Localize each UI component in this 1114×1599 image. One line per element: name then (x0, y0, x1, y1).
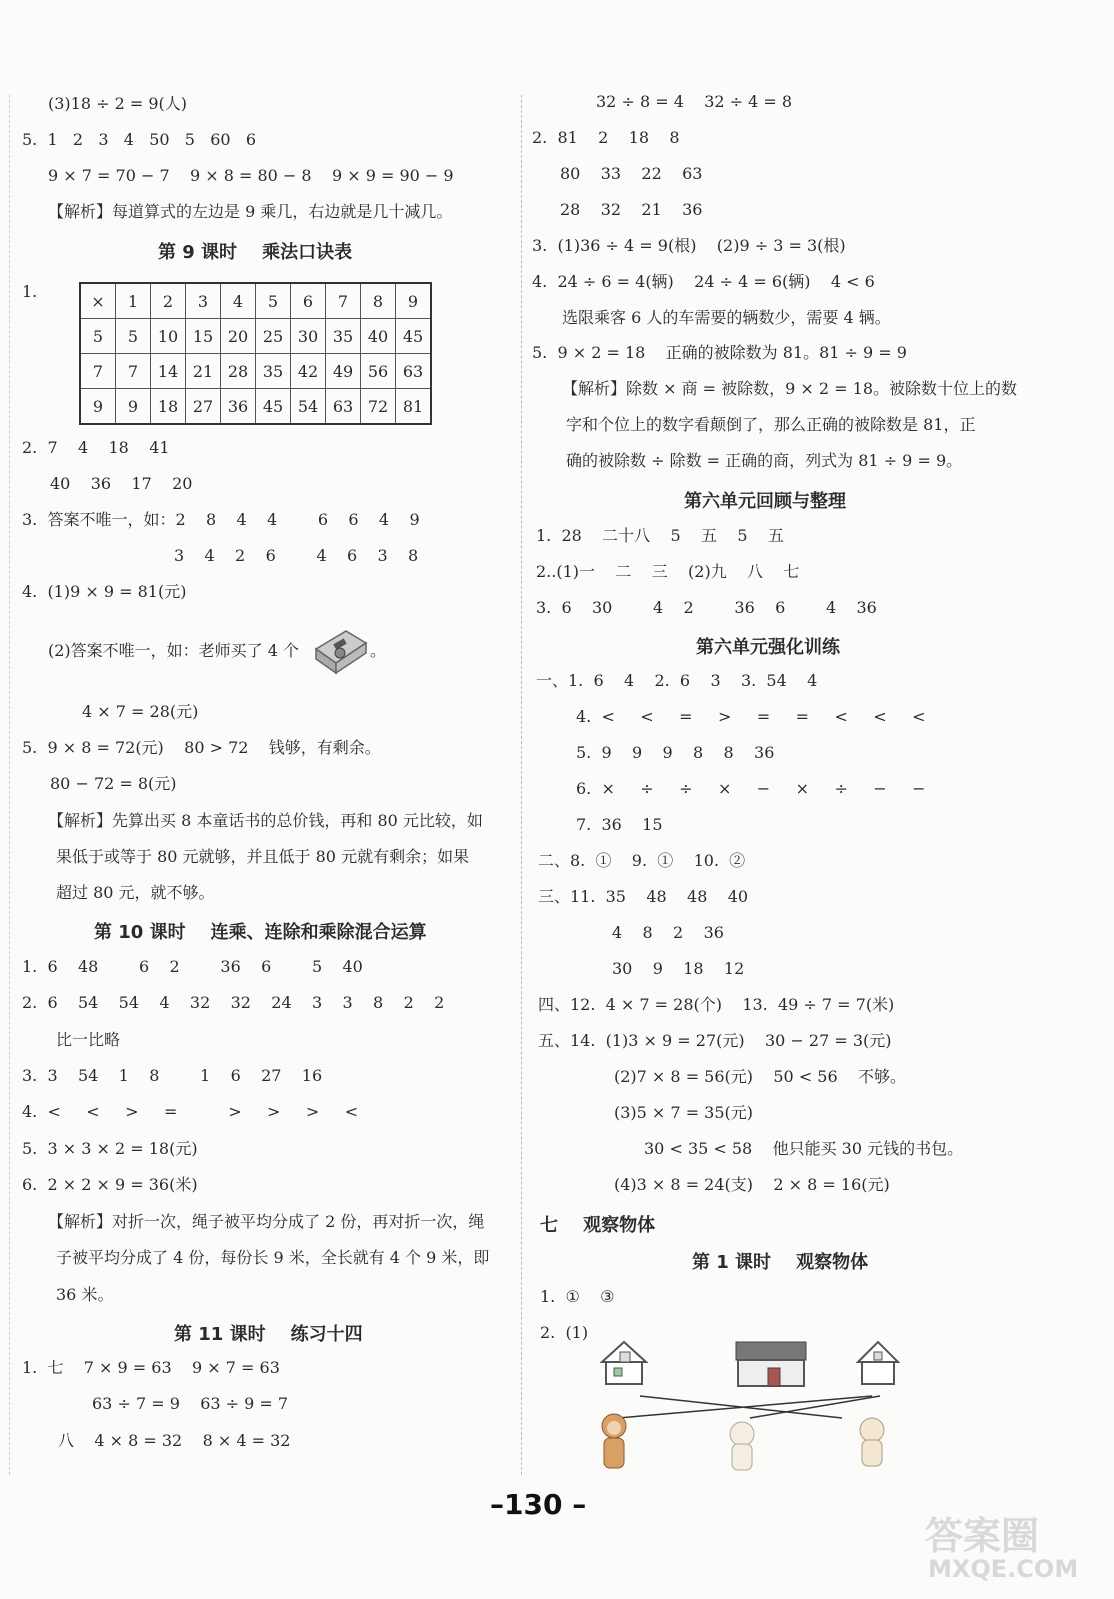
answer-line: 比一比略 (56, 1030, 121, 1049)
answer-line: 选限乘客 6 人的车需要的辆数少，需要 4 辆。 (562, 308, 891, 327)
table-cell: 5 (116, 319, 151, 354)
answer-line: 9 × 7 = 70 − 7 9 × 8 = 80 − 8 9 × 9 = 90 − 9 (48, 166, 454, 185)
answer-line: 63 ÷ 7 = 9 63 ÷ 9 = 7 (92, 1394, 289, 1413)
table-cell: 40 (361, 319, 396, 354)
table-cell: 54 (291, 389, 326, 425)
table-cell: 36 (221, 389, 256, 425)
answer-line: 五、14. (1)3 × 9 = 27(元) 30 − 27 = 3(元) (538, 1031, 892, 1050)
table-row (80, 283, 431, 319)
table-cell: 45 (256, 389, 291, 425)
analysis-line: 【解析】对折一次，绳子被平均分成了 2 份，再对折一次，绳 (48, 1212, 485, 1231)
small-house-left-icon (602, 1342, 646, 1384)
table-cell: 7 (80, 354, 116, 389)
answer-line: 3 4 2 6 4 6 3 8 (174, 546, 419, 565)
table-cell: 63 (396, 354, 432, 389)
table-cell: 9 (396, 283, 432, 319)
answer-line: 40 36 17 20 (50, 474, 193, 493)
answer-line: 2. 7 4 18 41 (22, 438, 170, 457)
answer-line: 5. 9 9 9 8 8 36 (576, 743, 775, 762)
section-heading: 第 1 课时 观察物体 (692, 1252, 869, 1273)
answer-line: 2. 6 54 54 4 32 32 24 3 3 8 2 2 (22, 993, 445, 1012)
analysis-line: 果低于或等于 80 元就够，并且低于 80 元就有剩余；如果 (56, 847, 470, 866)
table-cell: 28 (221, 354, 256, 389)
table-row (80, 319, 431, 354)
section-heading: 第六单元强化训练 (696, 637, 840, 658)
analysis-line: 【解析】先算出买 8 本童话书的总价钱，再和 80 元比较，如 (48, 811, 483, 830)
table-cell: 14 (151, 354, 186, 389)
table-cell: 10 (151, 319, 186, 354)
table-cell: 5 (80, 319, 116, 354)
answer-line: (3)5 × 7 = 35(元) (614, 1103, 754, 1122)
pencil-sharpener-icon (312, 625, 370, 681)
table-cell: 5 (256, 283, 291, 319)
section-heading: 第 11 课时 练习十四 (174, 1324, 363, 1345)
answer-line: 30 < 35 < 58 他只能买 30 元钱的书包。 (644, 1139, 964, 1158)
table-cell: 27 (186, 389, 221, 425)
answer-line: 1. 七 7 × 9 = 63 9 × 7 = 63 (22, 1358, 280, 1377)
page-number: –130 – (490, 1488, 587, 1521)
table-cell: 45 (396, 319, 432, 354)
analysis-line: 【解析】每道算式的左边是 9 乘几，右边就是几十减几。 (48, 202, 453, 221)
answer-line: 30 9 18 12 (612, 959, 745, 978)
monkey-icon (602, 1414, 626, 1468)
answer-line: 7. 36 15 (576, 815, 663, 834)
analysis-line: 字和个位上的数字看颠倒了，那么正确的被除数是 81，正 (566, 415, 976, 434)
table-cell: 8 (361, 283, 396, 319)
column-divider (521, 95, 522, 1475)
table-row (80, 354, 431, 389)
answer-line: 1. ① ③ (540, 1287, 615, 1306)
chapter-heading: 七 观察物体 (540, 1215, 656, 1236)
table-cell: 35 (326, 319, 361, 354)
table-cell: 49 (326, 354, 361, 389)
table-cell: 35 (256, 354, 291, 389)
answer-line: 6. × ÷ ÷ × − × ÷ − − (576, 779, 926, 798)
table-cell: 9 (80, 389, 116, 425)
analysis-line: 超过 80 元，就不够。 (56, 883, 215, 902)
answer-line: 80 33 22 63 (560, 164, 703, 183)
table-cell: 9 (116, 389, 151, 425)
answer-line: 5. 3 × 3 × 2 = 18(元) (22, 1139, 198, 1158)
answer-line: 1. 6 48 6 2 36 6 5 40 (22, 957, 363, 976)
table-cell: 25 (256, 319, 291, 354)
analysis-line: 【解析】除数 × 商 = 被除数，9 × 2 = 18。被除数十位上的数 (562, 379, 1018, 398)
answer-line: 4 × 7 = 28(元) (82, 702, 199, 721)
answer-line: 6. 2 × 2 × 9 = 36(米) (22, 1175, 198, 1194)
table-cell: 7 (116, 354, 151, 389)
table-cell: 6 (291, 283, 326, 319)
watermark-logo: 答案圈 (925, 1514, 1040, 1558)
answer-line: 三、11. 35 48 48 40 (538, 887, 749, 906)
answer-line: 2. 81 2 18 8 (532, 128, 680, 147)
answer-line: 一、1. 6 4 2. 6 3 3. 54 4 (536, 671, 818, 690)
answer-line: 4. < < > = > > > < (22, 1102, 359, 1121)
answer-line: (3)18 ÷ 2 = 9(人) (48, 94, 188, 113)
table-cell: 1 (116, 283, 151, 319)
answer-line: 3. 答案不唯一，如：2 8 4 4 6 6 4 9 (22, 510, 420, 529)
table-cell: 20 (221, 319, 256, 354)
table-cell: 63 (326, 389, 361, 425)
large-house-middle-icon (736, 1342, 806, 1386)
multiplication-table (79, 282, 432, 425)
answer-line: 80 − 72 = 8(元) (50, 774, 177, 793)
answer-line: 3. 6 30 4 2 36 6 4 36 (536, 598, 877, 617)
analysis-line: 确的被除数 ÷ 除数 = 正确的商，列式为 81 ÷ 9 = 9。 (566, 451, 963, 470)
analysis-line: 子被平均分成了 4 份，每份长 9 米，全长就有 4 个 9 米，即 (56, 1248, 490, 1267)
answer-line: 2..(1)一 二 三 (2)九 八 七 (536, 562, 800, 581)
answer-line: 1. 28 二十八 5 五 5 五 (536, 526, 784, 545)
answer-line: 5. 1 2 3 4 50 5 60 6 (22, 130, 257, 149)
table-cell: 72 (361, 389, 396, 425)
answer-line: 二、8. ① 9. ① 10. ② (538, 851, 746, 870)
table-cell: 42 (291, 354, 326, 389)
answer-line: (2)答案不唯一，如：老师买了 4 个 (48, 641, 300, 660)
table-cell: × (80, 283, 116, 319)
answer-line: 28 32 21 36 (560, 200, 703, 219)
answer-line: 4. < < = > = = < < < (576, 707, 926, 726)
table-cell: 56 (361, 354, 396, 389)
observation-illustration (600, 1338, 920, 1478)
answer-line: (4)3 × 8 = 24(支) 2 × 8 = 16(元) (614, 1175, 890, 1194)
table-cell: 15 (186, 319, 221, 354)
table-cell: 2 (151, 283, 186, 319)
answer-line: 32 ÷ 8 = 4 32 ÷ 4 = 8 (596, 92, 793, 111)
answer-line: 4. 24 ÷ 6 = 4(辆) 24 ÷ 4 = 6(辆) 4 < 6 (532, 272, 875, 291)
question-number: 1. (22, 282, 38, 301)
answer-line: 八 4 × 8 = 32 8 × 4 = 32 (58, 1431, 291, 1450)
answer-line: 4. (1)9 × 9 = 81(元) (22, 582, 187, 601)
bear-icon (730, 1422, 754, 1470)
answer-line: 2. (1) (540, 1323, 589, 1342)
section-heading: 第 9 课时 乘法口诀表 (158, 242, 353, 263)
small-house-right-icon (858, 1342, 898, 1384)
answer-line: 3. (1)36 ÷ 4 = 9(根) (2)9 ÷ 3 = 3(根) (532, 236, 846, 255)
section-heading: 第 10 课时 连乘、连除和乘除混合运算 (94, 922, 427, 943)
left-margin-rule (9, 95, 10, 1475)
answer-line: 5. 9 × 8 = 72(元) 80 > 72 钱够，有剩余。 (22, 738, 381, 757)
table-row (80, 389, 431, 425)
table-cell: 21 (186, 354, 221, 389)
answer-line-end: 。 (370, 641, 387, 660)
watermark-url: MXQE.COM (928, 1555, 1079, 1583)
analysis-line: 36 米。 (56, 1285, 114, 1304)
tiger-icon (860, 1418, 884, 1466)
table-cell: 30 (291, 319, 326, 354)
table-cell: 81 (396, 389, 432, 425)
answer-line: 3. 3 54 1 8 1 6 27 16 (22, 1066, 323, 1085)
section-heading: 第六单元回顾与整理 (684, 491, 846, 512)
table-cell: 7 (326, 283, 361, 319)
answer-line: (2)7 × 8 = 56(元) 50 < 56 不够。 (614, 1067, 907, 1086)
table-cell: 18 (151, 389, 186, 425)
table-cell: 3 (186, 283, 221, 319)
answer-line: 4 8 2 36 (612, 923, 724, 942)
table-cell: 4 (221, 283, 256, 319)
answer-line: 四、12. 4 × 7 = 28(个) 13. 49 ÷ 7 = 7(米) (538, 995, 895, 1014)
answer-line: 5. 9 × 2 = 18 正确的被除数为 81。81 ÷ 9 = 9 (532, 343, 907, 362)
